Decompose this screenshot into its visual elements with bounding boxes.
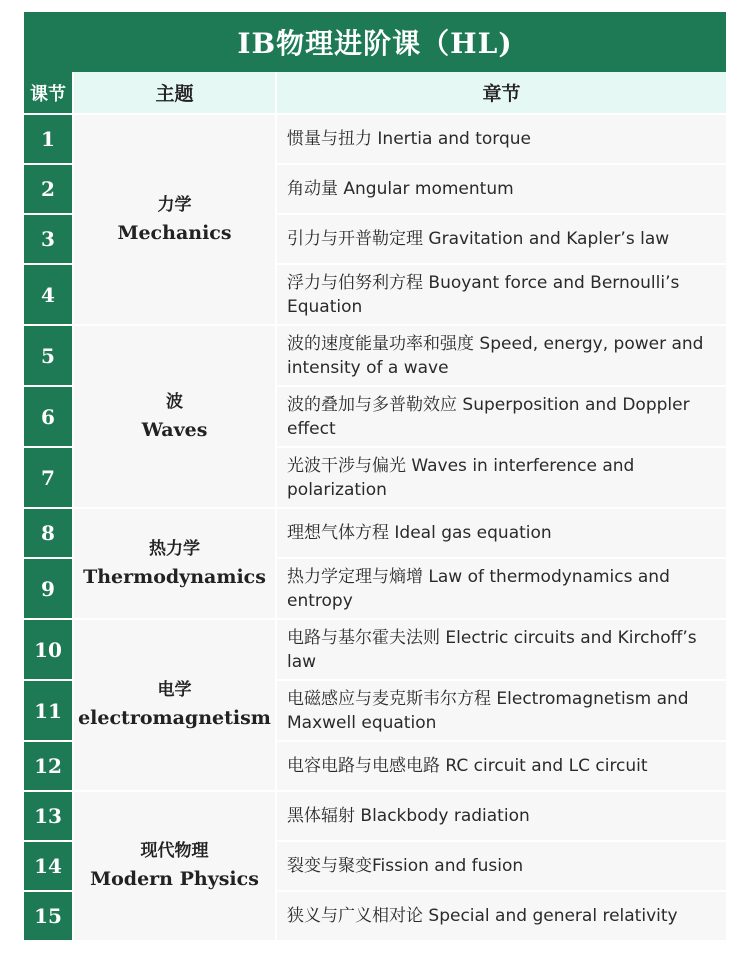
topic-name-zh: 现代物理 [140,841,209,861]
topic-cell-mechanics [74,115,277,326]
column-header-lesson: 课节 [24,72,74,115]
table-row [24,792,726,842]
lesson-number: 15 [24,892,74,942]
lesson-number: 7 [24,448,74,509]
topic-name-en: Mechanics [117,221,232,244]
chapter-cell: 引力与开普勒定理 Gravitation and Kapler’s law [277,215,726,265]
lesson-number: 13 [24,792,74,842]
chapter-cell: 黑体辐射 Blackbody radiation [277,792,726,842]
topic-name-zh: 电学 [157,680,192,700]
table-row [24,509,726,559]
chapter-cell: 理想气体方程 Ideal gas equation [277,509,726,559]
topic-name-en: Waves [141,418,208,441]
chapter-cell: 波的速度能量功率和强度 Speed, energy, power and intensity of a wave [277,326,726,387]
chapter-cell: 浮力与伯努利方程 Buoyant force and Bernoulli’s Equation [277,265,726,326]
course-sheet [24,12,726,942]
table-row [24,620,726,681]
table-row [24,115,726,165]
lesson-number: 4 [24,265,74,326]
chapter-cell: 电容电路与电感电路 RC circuit and LC circuit [277,742,726,792]
chapter-cell: 电磁感应与麦克斯韦尔方程 Electromagnetism and Maxwell equation [277,681,726,742]
chapter-cell: 惯量与扭力 Inertia and torque [277,115,726,165]
topic-cell-electromagnetism [74,620,277,792]
lesson-number: 8 [24,509,74,559]
lesson-number: 11 [24,681,74,742]
chapter-cell: 裂变与聚变Fission and fusion [277,842,726,892]
lesson-number: 5 [24,326,74,387]
topic-name-zh: 力学 [157,194,192,215]
table-header-row [24,72,726,115]
topic-name-en: electromagnetism [78,707,271,729]
chapter-cell: 角动量 Angular momentum [277,165,726,215]
lesson-number: 10 [24,620,74,681]
topic-name-zh: 波 [166,391,183,412]
topic-cell-waves [74,326,277,509]
chapter-cell: 电路与基尔霍夫法则 Electric circuits and Kirchoff’s law [277,620,726,681]
topic-cell-modern-physics [74,792,277,942]
lesson-number: 3 [24,215,74,265]
lesson-number: 14 [24,842,74,892]
chapter-cell: 狭义与广义相对论 Special and general relativity [277,892,726,942]
chapter-cell: 热力学定理与熵增 Law of thermodynamics and entropy [277,559,726,620]
lesson-number: 12 [24,742,74,792]
lesson-number: 1 [24,115,74,165]
topic-name-en: Thermodynamics [83,565,266,588]
topic-name-zh: 热力学 [149,538,200,559]
chapter-cell: 波的叠加与多普勒效应 Superposition and Doppler effect [277,387,726,448]
lesson-number: 6 [24,387,74,448]
course-table [24,72,726,942]
column-header-topic: 主题 [74,72,277,115]
lesson-number: 9 [24,559,74,620]
column-header-chapter: 章节 [277,72,726,115]
chapter-cell: 光波干涉与偏光 Waves in interference and polarization [277,448,726,509]
lesson-number: 2 [24,165,74,215]
topic-cell-thermodynamics [74,509,277,620]
topic-name-en: Modern Physics [90,868,259,890]
table-row [24,326,726,387]
page-title: IB物理进阶课（HL) [24,12,726,72]
